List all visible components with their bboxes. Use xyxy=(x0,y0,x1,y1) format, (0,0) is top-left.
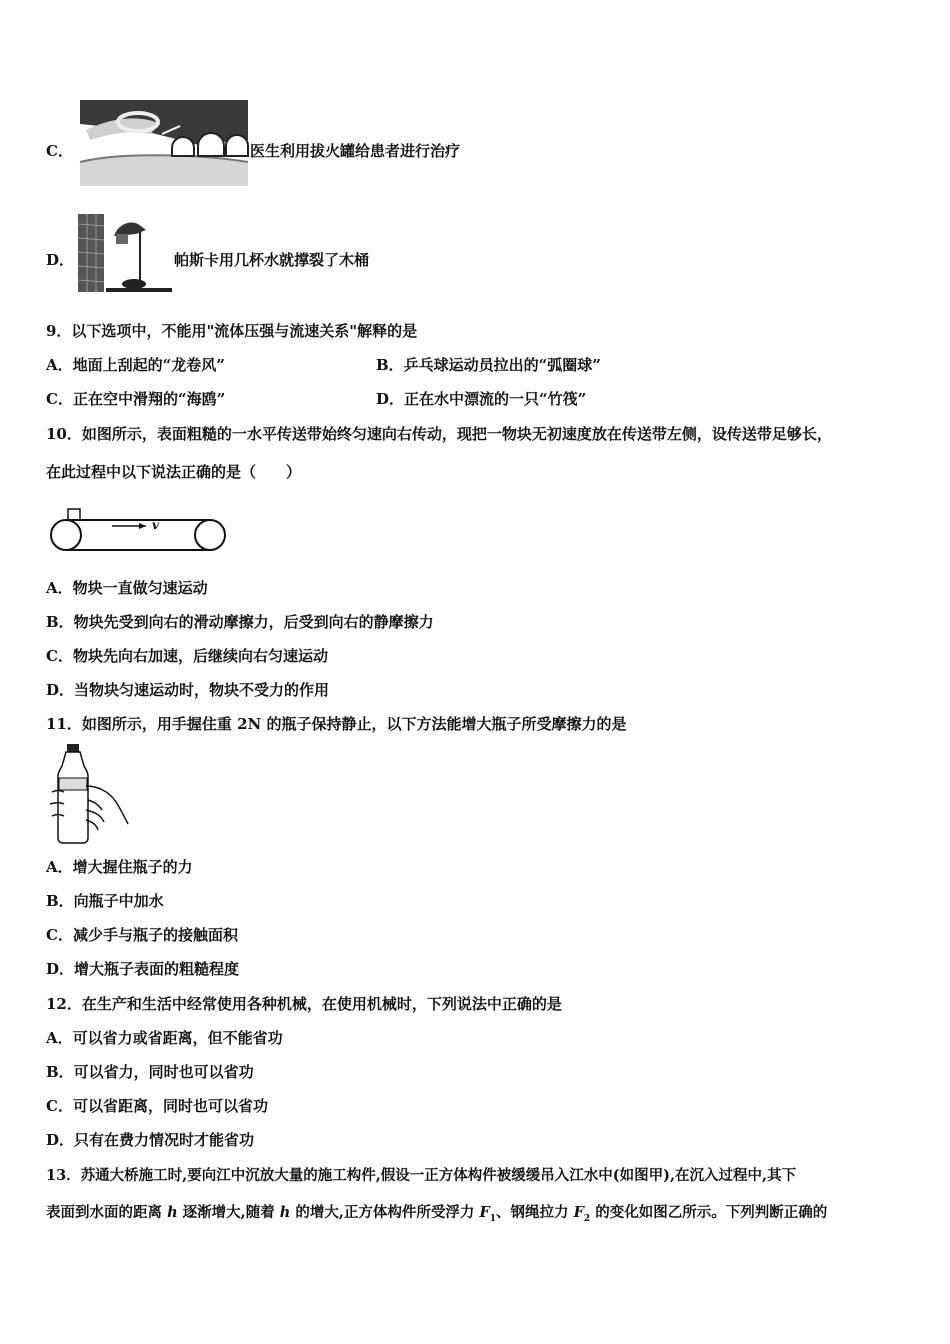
q10-stem-line1: 10．如图所示，表面粗糙的一水平传送带始终匀速向右传动，现把一物块无初速度放在传送带左侧，设传送带足够长， xyxy=(46,425,832,443)
q10-stem-line2: 在此过程中以下说法正确的是（ ） xyxy=(46,463,302,481)
q10-option-c: C．物块先向右加速，后继续向右匀速运动 xyxy=(46,647,328,665)
q10-option-d: D．当物块匀速运动时，物块不受力的作用 xyxy=(46,681,330,699)
velocity-label: v xyxy=(152,518,159,532)
block-icon xyxy=(68,509,80,520)
q13-stem-line1: 13．苏通大桥施工时,要向江中沉放大量的施工构件,假设一正方体构件被缓缓吊入江水中(如图甲),在沉入过程中,其下 xyxy=(46,1167,797,1184)
q12-stem: 12．在生产和生活中经常使用各种机械，在使用机械时，下列说法中正确的是 xyxy=(46,995,562,1013)
q9-stem: 9．以下选项中，不能用"流体压强与流速关系"解释的是 xyxy=(46,322,418,340)
var-h-repeat: h xyxy=(279,1204,291,1221)
q13-stem-line2: 表面到水面的距离 h 逐渐增大,随着 h 的增大,正方体构件所受浮力 $F_1$、钢绳拉力 $F_2$ 的变化如图乙所示。下列判断正确的 xyxy=(46,1204,828,1224)
q11-option-c: C．减少手与瓶子的接触面积 xyxy=(46,926,238,944)
q8-option-c-text: 医生利用拔火罐给患者进行治疗 xyxy=(250,142,461,160)
cupping-therapy-image xyxy=(80,100,248,186)
q8-option-c-label: C． xyxy=(46,142,73,160)
q12-option-c: C．可以省距离，同时也可以省功 xyxy=(46,1097,268,1115)
q11-option-a: A．增大握住瓶子的力 xyxy=(46,858,193,876)
q12-option-a: A．可以省力或省距离，但不能省功 xyxy=(46,1029,283,1047)
q12-option-d: D．只有在费力情况时才能省功 xyxy=(46,1131,255,1149)
var-h: h xyxy=(167,1204,178,1221)
var-f1: F xyxy=(479,1204,490,1221)
q12-option-b: B．可以省力，同时也可以省功 xyxy=(46,1063,254,1081)
conveyor-belt-figure xyxy=(48,505,230,553)
pascal-barrel-image xyxy=(78,212,172,294)
q9-option-b: B．乒乓球运动员拉出的“弧圈球” xyxy=(376,356,601,374)
q8-option-d-text: 帕斯卡用几杯水就撑裂了木桶 xyxy=(174,251,370,269)
hand-holding-bottle-figure xyxy=(46,744,128,844)
q9-option-a: A．地面上刮起的“龙卷风” xyxy=(46,356,225,374)
q10-option-b: B．物块先受到向右的滑动摩擦力，后受到向右的静摩擦力 xyxy=(46,613,434,631)
q8-option-d-label: D． xyxy=(46,251,75,269)
q9-option-d: D．正在水中漂流的一只“竹筏” xyxy=(376,390,587,408)
q9-option-c: C．正在空中滑翔的“海鸥” xyxy=(46,390,226,408)
q11-stem: 11．如图所示，用手握住重 2N 的瓶子保持静止，以下方法能增大瓶子所受摩擦力的是 xyxy=(46,715,627,733)
q11-option-d: D．增大瓶子表面的粗糙程度 xyxy=(46,960,240,978)
q11-option-b: B．向瓶子中加水 xyxy=(46,892,164,910)
var-f2: F xyxy=(573,1204,584,1221)
q10-option-a: A．物块一直做匀速运动 xyxy=(46,579,208,597)
